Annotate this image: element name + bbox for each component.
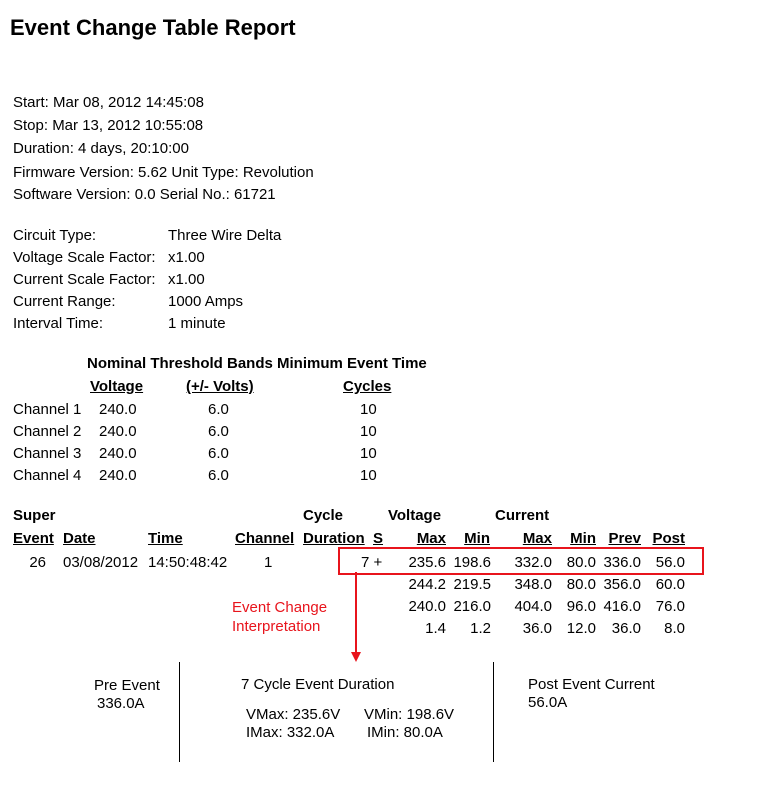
setting-label: Circuit Type: (13, 227, 97, 244)
setting-value: 1 minute (168, 315, 226, 332)
voltage-value: 240.0 (99, 423, 137, 440)
cell-prev: 36.0 (611, 620, 641, 637)
hdr-vmin: Min (464, 530, 490, 547)
cell-vmin: 1.2 (470, 620, 491, 637)
col-bands: (+/- Volts) (186, 378, 254, 395)
post-event-value: 56.0A (528, 694, 568, 711)
hdr-prev: Prev (608, 530, 641, 547)
channel-label: Channel 2 (13, 423, 82, 440)
setting-label: Voltage Scale Factor: (13, 249, 156, 266)
hdr-channel: Channel (235, 530, 295, 547)
software-info: Software Version: 0.0 Serial No.: 61721 (13, 186, 276, 203)
channel-label: Channel 1 (13, 401, 82, 418)
cell-imax: 404.0 (514, 598, 552, 615)
firmware-info: Firmware Version: 5.62 Unit Type: Revolution (13, 164, 314, 181)
hdr-post: Post (652, 530, 685, 547)
cell-vmax: 244.2 (408, 576, 446, 593)
cell-post: 56.0 (655, 554, 685, 571)
cell-vmax: 240.0 (408, 598, 446, 615)
divider-right (493, 662, 494, 762)
thresholds-header: Nominal Threshold Bands Minimum Event Time (87, 355, 427, 372)
cell-imax: 348.0 (514, 576, 552, 593)
cycles-value: 10 (360, 467, 377, 484)
annotation-line1: Event Change (232, 599, 328, 616)
cell-vmax: 235.6 (408, 554, 446, 571)
bands-value: 6.0 (208, 467, 229, 484)
divider-left (179, 662, 180, 762)
setting-value: 1000 Amps (168, 293, 244, 310)
hdr-s: S (373, 530, 384, 547)
pre-event-title: Pre Event (94, 677, 160, 694)
setting-value: x1.00 (168, 249, 205, 266)
bands-value: 6.0 (208, 445, 229, 462)
setting-value: Three Wire Delta (168, 227, 282, 244)
setting-value: x1.00 (168, 271, 205, 288)
cell-prev: 356.0 (603, 576, 641, 593)
hdr-event: Event (13, 530, 54, 547)
cell-imin: 80.0 (566, 576, 596, 593)
hdr-time: Time (148, 530, 183, 547)
start-time: Start: Mar 08, 2012 14:45:08 (13, 94, 204, 111)
setting-label: Current Scale Factor: (13, 271, 156, 288)
cell-vmin: 198.6 (453, 554, 491, 571)
event-channel: 1 (264, 554, 273, 571)
hdr-imax: Max (522, 530, 552, 547)
cell-duration: 7 + (361, 554, 383, 571)
duration: Duration: 4 days, 20:10:00 (13, 140, 189, 157)
setting-label: Interval Time: (13, 315, 104, 332)
voltage-value: 240.0 (99, 401, 137, 418)
cell-prev: 416.0 (603, 598, 641, 615)
hdr-vmax: Max (416, 530, 446, 547)
voltage-value: 240.0 (99, 467, 137, 484)
cell-vmin: 216.0 (453, 598, 491, 615)
channel-label: Channel 3 (13, 445, 82, 462)
cell-post: 8.0 (664, 620, 685, 637)
event-date: 03/08/2012 (63, 554, 139, 571)
hdr-duration: Duration (303, 530, 365, 547)
vmin-value: VMin: 198.6V (364, 706, 455, 723)
bands-value: 6.0 (208, 401, 229, 418)
hdr-date: Date (63, 530, 96, 547)
event-duration-title: 7 Cycle Event Duration (241, 676, 395, 693)
hdr-super: Super (13, 507, 56, 524)
stop-time: Stop: Mar 13, 2012 10:55:08 (13, 117, 204, 134)
cycles-value: 10 (360, 401, 377, 418)
cell-prev: 336.0 (603, 554, 641, 571)
cell-imax: 36.0 (522, 620, 552, 637)
col-cycles: Cycles (343, 378, 392, 395)
pre-event-value: 336.0A (97, 695, 145, 712)
cycles-value: 10 (360, 445, 377, 462)
cell-imax: 332.0 (514, 554, 552, 571)
vmax-value: VMax: 235.6V (246, 706, 341, 723)
setting-label: Current Range: (13, 293, 116, 310)
cell-imin: 12.0 (566, 620, 596, 637)
hdr-cycle: Cycle (303, 507, 344, 524)
arrow-down-icon (348, 570, 364, 664)
imin-value: IMin: 80.0A (367, 724, 443, 741)
cell-vmin: 219.5 (453, 576, 491, 593)
post-event-title: Post Event Current (528, 676, 655, 693)
col-voltage: Voltage (90, 378, 144, 395)
annotation-line2: Interpretation (232, 618, 321, 635)
cell-imin: 80.0 (566, 554, 596, 571)
cell-post: 60.0 (655, 576, 685, 593)
cell-post: 76.0 (655, 598, 685, 615)
event-time: 14:50:48:42 (148, 554, 228, 571)
report-title: Event Change Table Report (10, 15, 296, 40)
hdr-imin: Min (570, 530, 596, 547)
channel-label: Channel 4 (13, 467, 82, 484)
cell-vmax: 1.4 (425, 620, 446, 637)
imax-value: IMax: 332.0A (246, 724, 335, 741)
hdr-voltage: Voltage (388, 507, 442, 524)
hdr-current: Current (495, 507, 550, 524)
voltage-value: 240.0 (99, 445, 137, 462)
bands-value: 6.0 (208, 423, 229, 440)
cell-imin: 96.0 (566, 598, 596, 615)
event-number: 26 (29, 554, 46, 571)
cycles-value: 10 (360, 423, 377, 440)
